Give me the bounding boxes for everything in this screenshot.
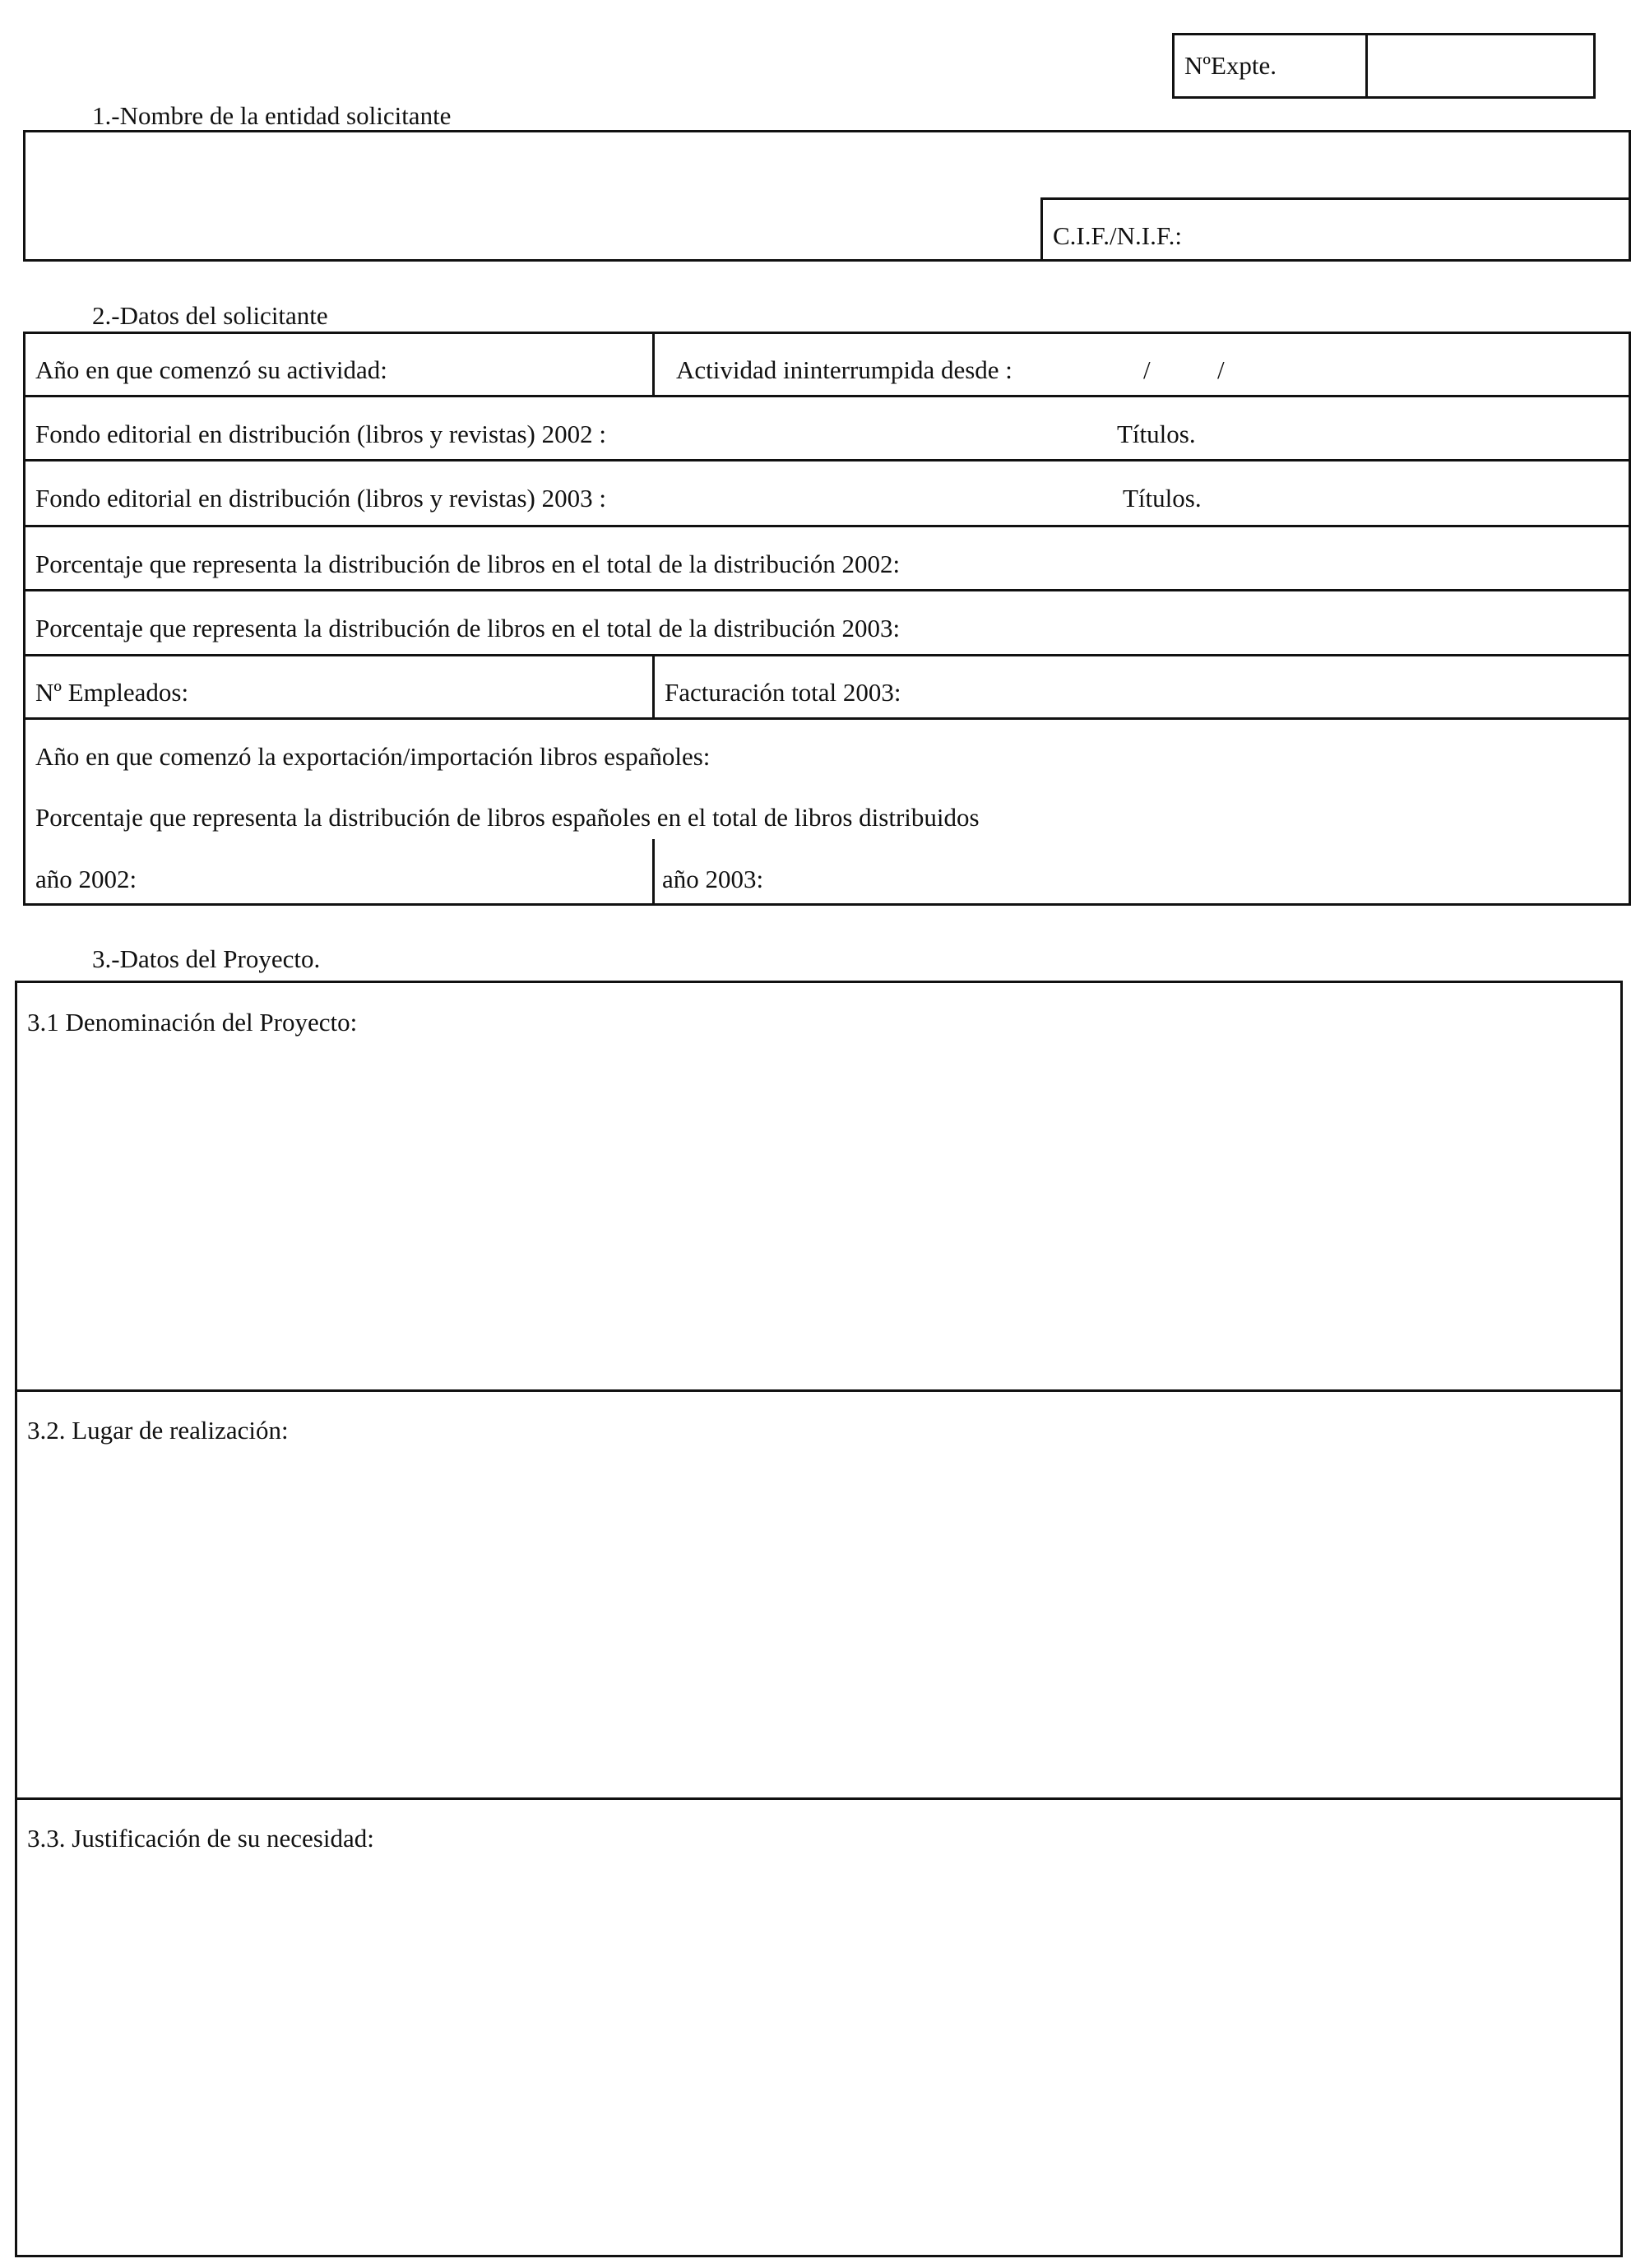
uninterrupted-label: Actividad ininterrumpida desde : — [676, 355, 1012, 384]
cif-field[interactable] — [1217, 202, 1624, 257]
row-divider — [23, 717, 1631, 720]
export-year-label: Año en que comenzó la exportación/importación libros españoles: — [35, 742, 711, 771]
uninterrupted-date-field[interactable] — [1086, 336, 1624, 392]
row-divider — [23, 654, 1631, 656]
employees-label: Nº Empleados: — [35, 678, 189, 707]
row-divider — [23, 589, 1631, 591]
lugar-field[interactable] — [20, 1458, 1615, 1793]
row-divider — [15, 1797, 1623, 1800]
fondo-2003-label: Fondo editorial en distribución (libros y revistas) 2003 : — [35, 484, 606, 513]
denominacion-label: 3.1 Denominación del Proyecto: — [27, 1008, 358, 1037]
fondo-2002-label: Fondo editorial en distribución (libros y revistas) 2002 : — [35, 420, 606, 448]
year-2002-field[interactable] — [164, 843, 648, 901]
date-separator: / — [1143, 355, 1151, 384]
export-year-field[interactable] — [876, 724, 1624, 773]
section2-heading: 2.-Datos del solicitante — [92, 301, 328, 330]
employees-field[interactable] — [230, 658, 648, 714]
column-divider — [652, 654, 655, 718]
fondo-2003-unit: Títulos. — [1123, 484, 1202, 513]
cif-top-line — [1040, 197, 1631, 200]
year-2003-label: año 2003: — [662, 865, 764, 893]
section1-heading: 1.-Nombre de la entidad solicitante — [92, 101, 452, 130]
expediente-label: NºExpte. — [1184, 51, 1277, 80]
fondo-2002-field[interactable] — [728, 399, 1114, 455]
cif-left-line — [1040, 197, 1043, 262]
fondo-2003-field[interactable] — [728, 463, 1119, 521]
start-year-label: Año en que comenzó su actividad: — [35, 355, 387, 384]
row-divider — [23, 459, 1631, 461]
pct-2003-label: Porcentaje que representa la distribución de libros en el total de la distribución 2003: — [35, 614, 901, 642]
turnover-field[interactable] — [946, 658, 1624, 714]
start-year-field[interactable] — [469, 336, 648, 392]
spanish-pct-label: Porcentaje que representa la distribución de libros españoles en el total de libros distribuidos — [35, 803, 980, 832]
pct-2002-field[interactable] — [1053, 529, 1624, 585]
fondo-2002-unit: Títulos. — [1117, 420, 1196, 448]
turnover-label: Facturación total 2003: — [665, 678, 901, 707]
expediente-divider — [1365, 33, 1368, 99]
section3-heading: 3.-Datos del Proyecto. — [92, 944, 321, 973]
row-divider — [23, 395, 1631, 397]
pct-2003-field[interactable] — [1053, 593, 1624, 651]
lugar-label: 3.2. Lugar de realización: — [27, 1416, 289, 1445]
column-divider — [652, 332, 655, 396]
date-separator: / — [1217, 355, 1225, 384]
year-2003-field[interactable] — [790, 843, 1624, 901]
row-divider — [23, 525, 1631, 527]
cif-label: C.I.F./N.I.F.: — [1053, 221, 1182, 250]
justificacion-field[interactable] — [20, 1866, 1615, 2252]
column-divider — [652, 839, 655, 906]
justificacion-label: 3.3. Justificación de su necesidad: — [27, 1824, 374, 1853]
expediente-field[interactable] — [1369, 35, 1592, 96]
entity-name-field[interactable] — [28, 133, 1624, 195]
pct-2002-label: Porcentaje que representa la distribución de libros en el total de la distribución 2002: — [35, 550, 901, 578]
year-2002-label: año 2002: — [35, 865, 137, 893]
denominacion-field[interactable] — [20, 1049, 1615, 1384]
row-divider — [15, 1389, 1623, 1392]
